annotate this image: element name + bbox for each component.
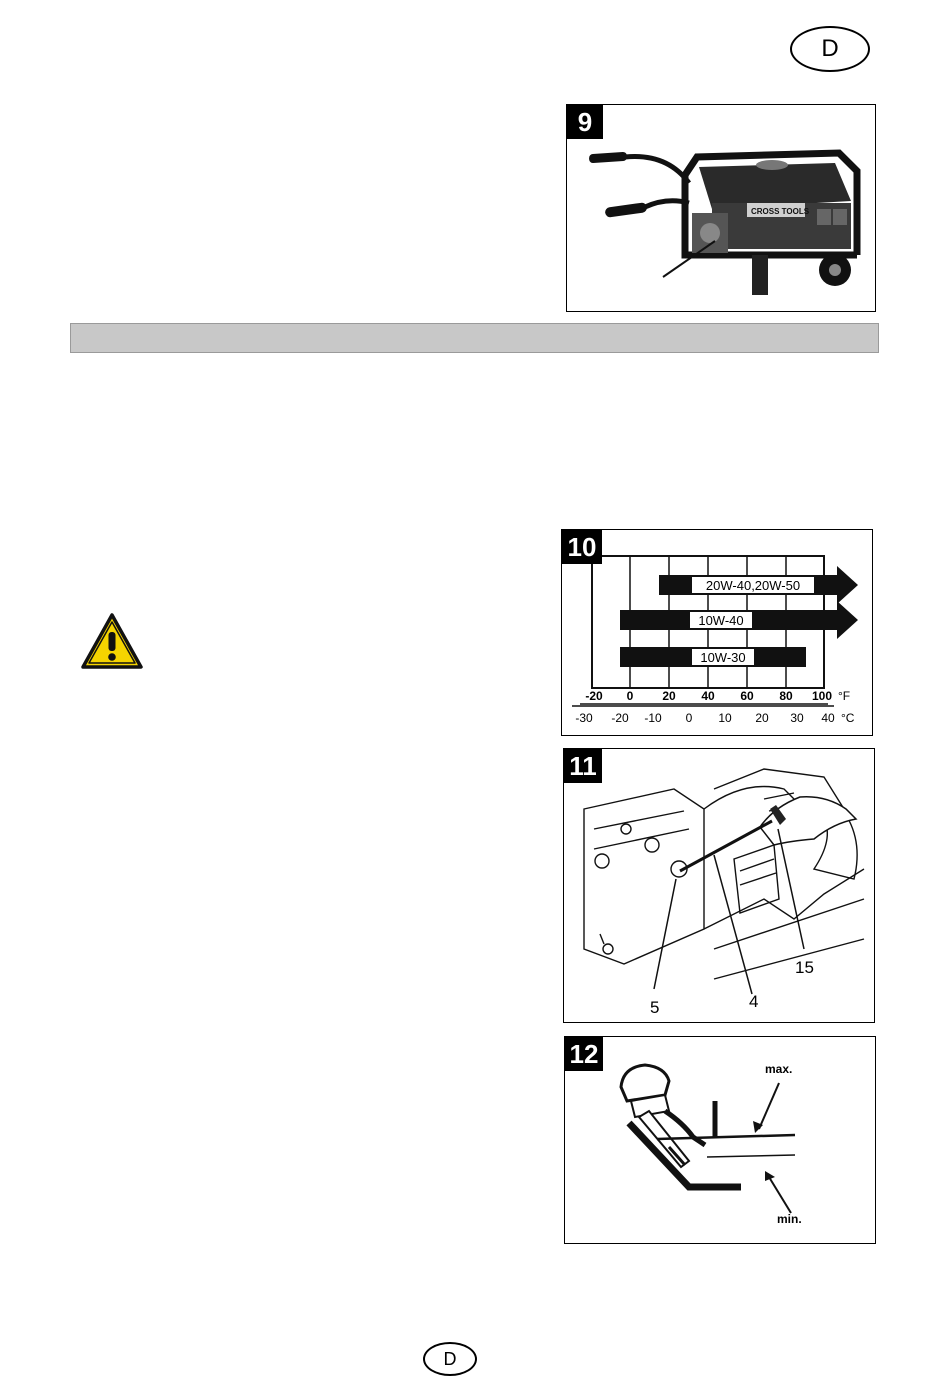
figure-number: 9 <box>567 105 603 139</box>
brand-label: CROSS TOOLS <box>751 207 810 216</box>
language-badge-top: D <box>790 26 870 72</box>
fahrenheit-tick: -20 <box>585 689 603 703</box>
max-level-label: max. <box>765 1062 793 1076</box>
warning-triangle-icon <box>80 612 144 670</box>
figure-number: 12 <box>565 1037 603 1071</box>
celsius-tick: 0 <box>685 711 693 725</box>
fahrenheit-tick: 40 <box>701 689 715 703</box>
dipstick-illustration <box>564 749 875 1023</box>
fahrenheit-tick: 20 <box>662 689 676 703</box>
callout-5: 5 <box>650 998 660 1017</box>
fahrenheit-tick: 100 <box>811 689 833 703</box>
dipstick-level-illustration <box>565 1037 876 1244</box>
celsius-unit: °C <box>841 711 855 725</box>
fahrenheit-tick: 0 <box>626 689 634 703</box>
figure-10 <box>561 529 873 736</box>
min-level-label: min. <box>777 1212 802 1226</box>
figure-11 <box>563 748 875 1023</box>
figure-number: 11 <box>564 749 602 783</box>
oil-grade-label: 10W-40 <box>698 613 744 628</box>
oil-grade-label: 20W-40,20W-50 <box>705 578 801 593</box>
figure-number: 10 <box>562 530 602 564</box>
fahrenheit-tick: 60 <box>740 689 754 703</box>
celsius-tick: 10 <box>718 711 732 725</box>
celsius-tick: 30 <box>790 711 804 725</box>
fahrenheit-tick: 80 <box>779 689 793 703</box>
celsius-tick: -30 <box>575 711 593 725</box>
celsius-tick: -10 <box>644 711 662 725</box>
callout-15: 15 <box>795 958 814 977</box>
callout-4: 4 <box>749 992 759 1011</box>
celsius-tick: -20 <box>611 711 629 725</box>
fahrenheit-unit: °F <box>838 689 851 703</box>
figure-9 <box>566 104 876 312</box>
oil-viscosity-chart <box>562 530 873 736</box>
celsius-tick: 40 <box>821 711 835 725</box>
generator-illustration <box>567 105 876 312</box>
oil-grade-label: 10W-30 <box>700 650 746 665</box>
section-heading-bar <box>70 323 879 353</box>
language-badge-bottom: D <box>423 1342 477 1376</box>
figure-12 <box>564 1036 876 1244</box>
celsius-tick: 20 <box>755 711 769 725</box>
